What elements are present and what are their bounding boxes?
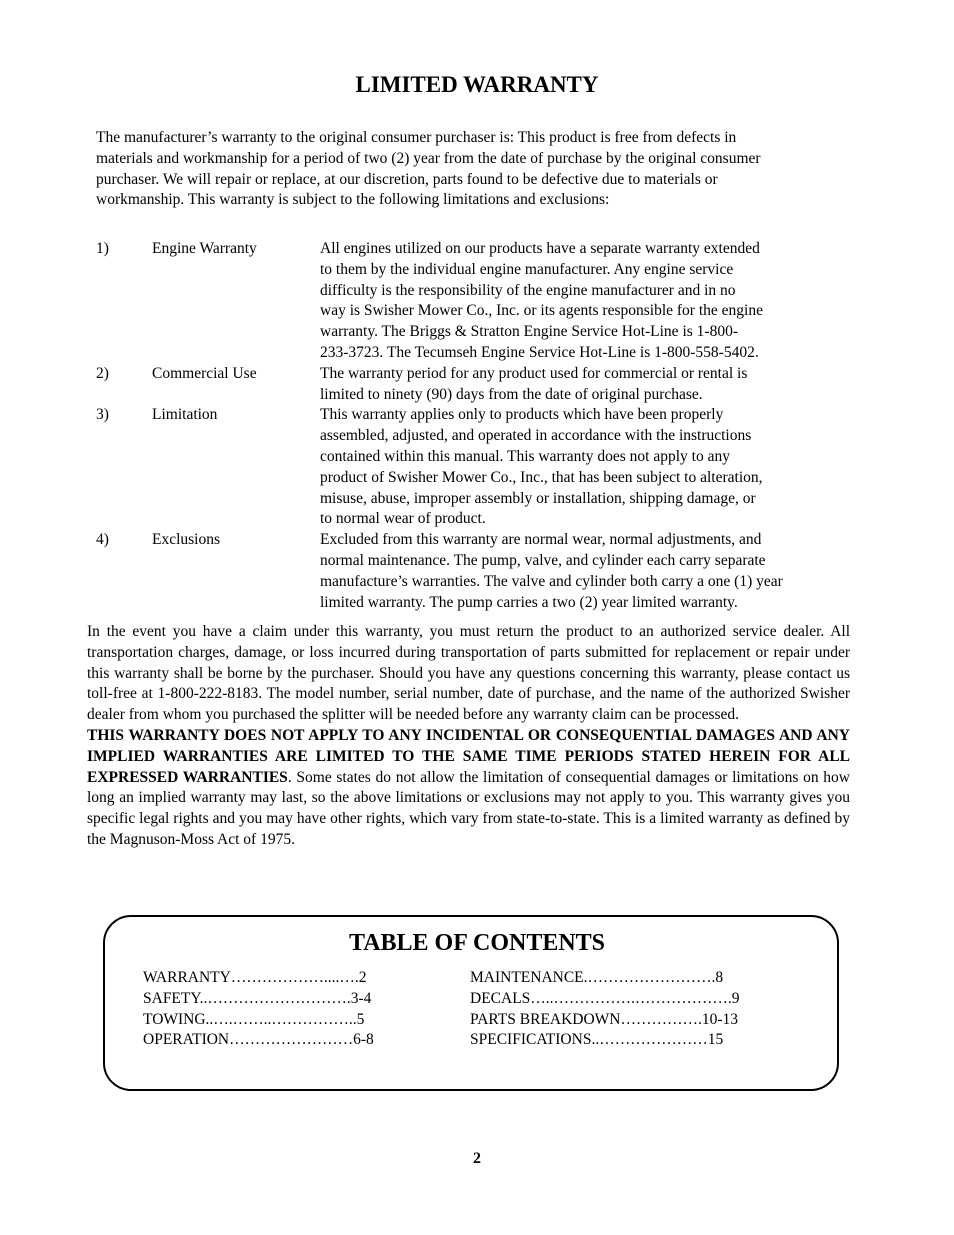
claim-paragraph: In the event you have a claim under this warranty, you must return the product to an authorized service dealer. All transportation charges, damage, or loss incurred during transportation of parts submitted for replacement or repair under this warranty shall be borne by the purchaser. Should you have any questions concerning this warranty, please contact us toll-free at 1-800-222-8183. The model number, serial number, date of purchase, and the name of the authorized Swisher dealer from whom you purchased the splitter will be needed before any warranty claim can be processed.: [87, 623, 850, 724]
item-label: Commercial Use: [152, 364, 257, 382]
toc-entry-specifications: SPECIFICATIONS..…………………15: [470, 1031, 724, 1049]
intro-line: materials and workmanship for a period of two (2) year from the date of purchase by the original consumer: [96, 149, 761, 167]
intro-line: The manufacturer’s warranty to the original consumer purchaser is: This product is free from defects in: [96, 129, 737, 146]
intro-paragraph: [96, 128, 856, 211]
item-label: Exclusions: [152, 531, 221, 549]
item-number: 1): [96, 240, 109, 257]
item-text-line: Excluded from this warranty are normal wear, normal adjustments, and: [320, 531, 762, 549]
item-text-line: product of Swisher Mower Co., Inc., that has been subject to alteration,: [320, 468, 763, 486]
item-text-line: assembled, adjusted, and operated in accordance with the instructions: [320, 427, 752, 445]
item-text-line: limited warranty. The pump carries a two (2) year limited warranty.: [320, 593, 738, 611]
toc-entry-safety: SAFETY..……………………….3-4: [143, 989, 372, 1007]
item-text-line: warranty. The Briggs & Stratton Engine Service Hot-Line is 1-800-: [320, 323, 738, 341]
item-text-line: to normal wear of product.: [320, 510, 486, 528]
page-title: LIMITED WARRANTY: [355, 72, 599, 97]
toc-title: TABLE OF CONTENTS: [348, 930, 606, 956]
disclaimer-text: . Some states do not allow the limitation of consequential damages or limitations on how long an implied warranty may last, so the above limitations or exclusions may not apply to you. This warranty gives you specific legal rights and you may have other rights, which vary from state-to-state. This is a limited warranty as defined by the Magnuson-Moss Act of 1975.: [87, 768, 850, 848]
toc-entry-parts-breakdown: PARTS BREAKDOWN…………….10-13: [470, 1010, 739, 1028]
intro-line: workmanship. This warranty is subject to the following limitations and exclusions:: [96, 191, 610, 209]
disclaimer-paragraph: [87, 726, 850, 851]
item-text-line: way is Swisher Mower Co., Inc. or its agents responsible for the engine: [320, 302, 763, 320]
disclaimer-bold: THIS WARRANTY DOES NOT APPLY TO ANY INCIDENTAL OR CONSEQUENTIAL DAMAGES AND ANY IMPLIED WARRANTIES ARE LIMITED TO THE SAME TIME PERIODS STATED HEREIN FOR ALL EXPRESSED WARRANTIES: [87, 726, 850, 786]
item-label: Engine Warranty: [152, 240, 257, 257]
item-text-line: All engines utilized on our products have a separate warranty extended: [320, 240, 760, 257]
toc-entry-operation: OPERATION……………………6-8: [143, 1031, 374, 1049]
toc-entry-decals: DECALS…..…………….……………….9: [470, 989, 740, 1007]
item-number: 4): [96, 531, 109, 549]
item-number: 3): [96, 406, 109, 424]
item-text-line: The warranty period for any product used for commercial or rental is: [320, 364, 748, 382]
item-text-line: limited to ninety (90) days from the date of original purchase.: [320, 385, 703, 403]
toc-entry-maintenance: MAINTENANCE.…………………….8: [470, 969, 724, 986]
item-text-line: to them by the individual engine manufacturer. Any engine service: [320, 260, 734, 278]
item-text-line: normal maintenance. The pump, valve, and cylinder each carry separate: [320, 552, 766, 569]
page-number: 2: [473, 1150, 481, 1167]
item-label: Limitation: [152, 406, 218, 424]
item-text-line: contained within this manual. This warranty does not apply to any: [320, 448, 730, 465]
item-text-line: This warranty applies only to products which have been properly: [320, 406, 724, 424]
toc-entry-warranty: WARRANTY………………....….2: [143, 969, 367, 986]
item-text-line: difficulty is the responsibility of the engine manufacturer and in no: [320, 281, 736, 299]
item-text-line: misuse, abuse, improper assembly or installation, shipping damage, or: [320, 489, 756, 507]
item-text-line: 233-3723. The Tecumseh Engine Service Hot-Line is 1-800-558-5402.: [320, 344, 759, 361]
claim-section: [87, 622, 850, 851]
intro-line: purchaser. We will repair or replace, at our discretion, parts found to be defective due to materials or: [96, 170, 718, 188]
toc-entry-towing: TOWING..….……..……………..5: [143, 1010, 365, 1028]
item-text-line: manufacture’s warranties. The valve and cylinder both carry a one (1) year: [320, 572, 783, 590]
item-number: 2): [96, 364, 109, 382]
